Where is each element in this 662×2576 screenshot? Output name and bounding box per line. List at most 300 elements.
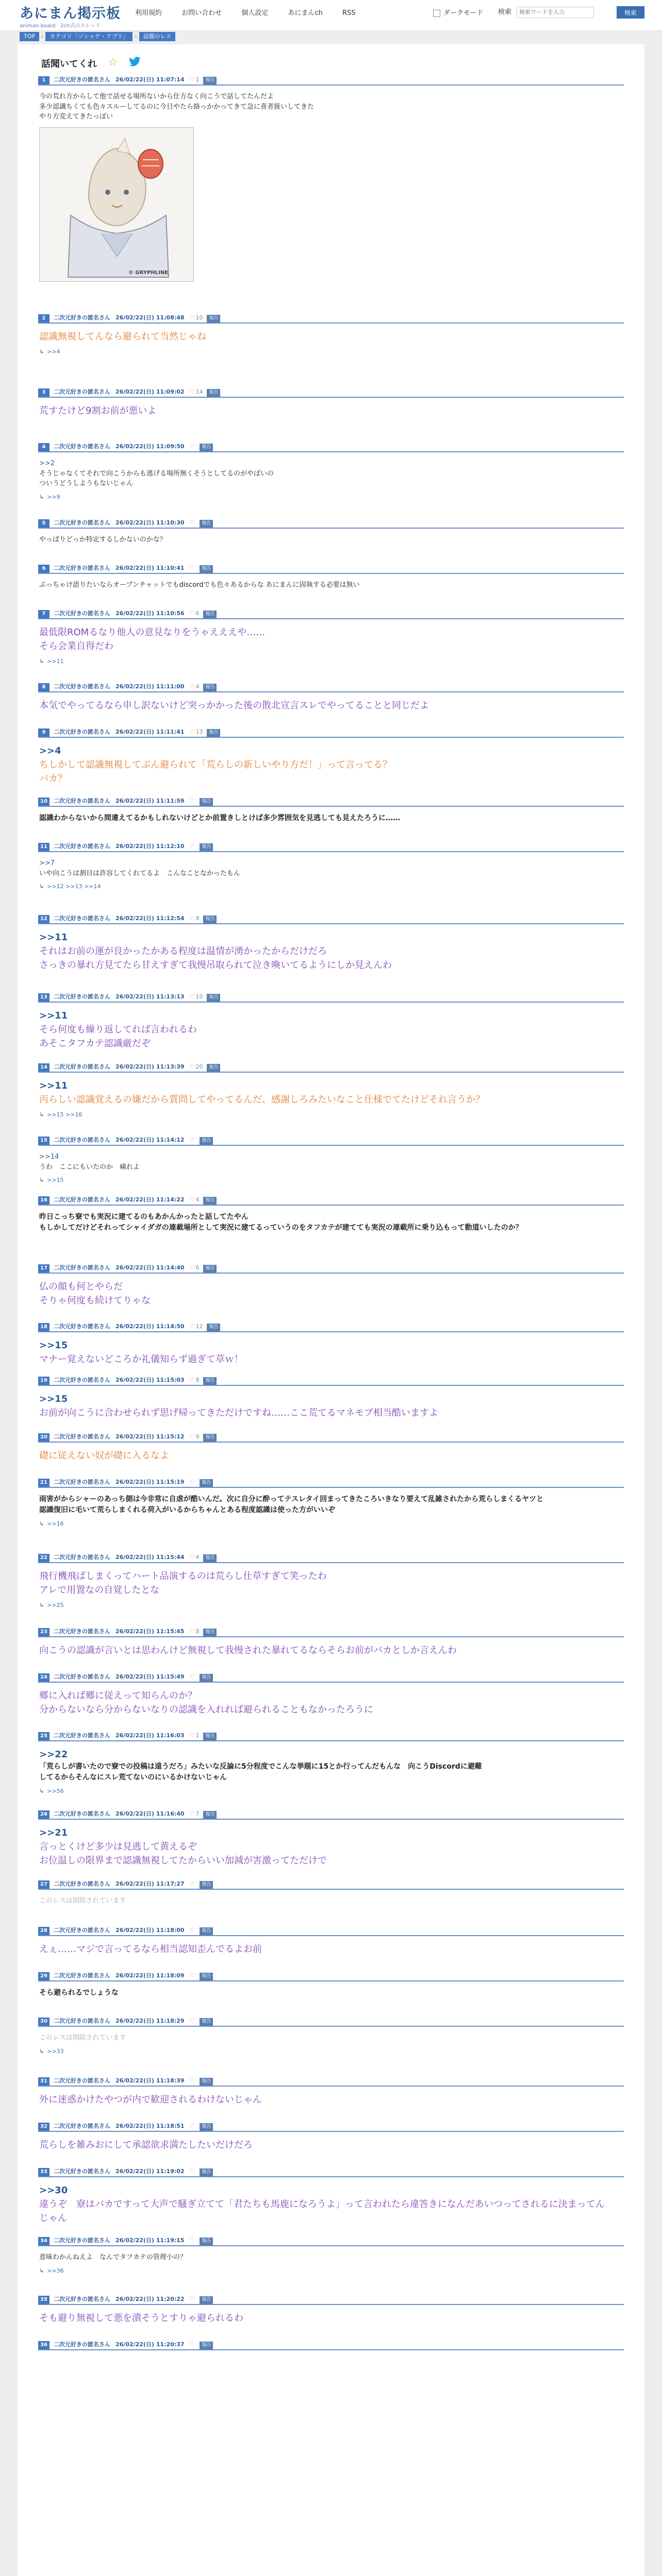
post-date: 26/02/22(日) 11:20:22 bbox=[115, 2296, 185, 2302]
post-number[interactable]: 2 bbox=[38, 314, 49, 323]
post-number[interactable]: 22 bbox=[38, 1554, 49, 1562]
nav-contact[interactable]: お問い合わせ bbox=[181, 9, 222, 17]
heart-icon[interactable]: ♡ bbox=[189, 610, 195, 617]
post-number[interactable]: 5 bbox=[38, 519, 49, 528]
report-button[interactable]: 報告 bbox=[200, 1479, 213, 1487]
post-number[interactable]: 19 bbox=[38, 1377, 49, 1385]
report-button[interactable]: 報告 bbox=[200, 1973, 213, 1980]
post-header bbox=[38, 1322, 624, 1332]
heart-icon[interactable]: ♡ bbox=[189, 2341, 195, 2348]
reply-arrow-icon: ↳ bbox=[39, 1602, 44, 1608]
heart-icon[interactable]: ♡ bbox=[189, 1927, 195, 1934]
post-header bbox=[38, 564, 624, 574]
reply-arrow-icon: ↳ bbox=[39, 883, 44, 890]
reply-link-text[interactable]: >>25 bbox=[47, 1602, 64, 1608]
reply-links[interactable] bbox=[39, 1176, 624, 1185]
heart-icon[interactable]: ♡ bbox=[189, 1880, 195, 1887]
post-number[interactable]: 23 bbox=[38, 1628, 49, 1636]
post-header bbox=[38, 796, 624, 807]
post-number[interactable]: 4 bbox=[38, 443, 49, 451]
reply-anchor-link[interactable]: >>14 bbox=[39, 1153, 59, 1161]
like-count: 1 bbox=[195, 1732, 200, 1739]
heart-icon[interactable]: ♡ bbox=[189, 1972, 195, 1979]
heart-icon[interactable]: ♡ bbox=[189, 1732, 195, 1739]
site-logo[interactable] bbox=[20, 2, 121, 29]
reply-anchor-link[interactable]: >>11 bbox=[39, 932, 68, 943]
poster-name: 二次元好きの匿名さん bbox=[54, 610, 110, 617]
reply-links[interactable] bbox=[39, 493, 624, 502]
heart-icon[interactable]: ♡ bbox=[189, 1479, 195, 1485]
heart-icon[interactable]: ♡ bbox=[189, 519, 195, 526]
post-text: じゃん bbox=[39, 2213, 67, 2224]
post-header bbox=[38, 609, 624, 619]
post-body bbox=[38, 1683, 624, 1717]
like-count: 1 bbox=[195, 76, 200, 83]
post-35 bbox=[38, 2295, 624, 2325]
reply-links[interactable] bbox=[39, 1787, 624, 1796]
poster-name: 二次元好きの匿名さん bbox=[54, 1433, 110, 1440]
post-number[interactable]: 32 bbox=[38, 2123, 49, 2131]
post-date: 26/02/22(日) 11:12:54 bbox=[115, 915, 185, 922]
heart-icon[interactable]: ♡ bbox=[189, 2077, 195, 2084]
post-number[interactable]: 29 bbox=[38, 1972, 49, 1980]
post-header bbox=[38, 442, 624, 452]
post-number[interactable]: 33 bbox=[38, 2168, 49, 2176]
poster-name: 二次元好きの匿名さん bbox=[54, 2077, 110, 2084]
post-body bbox=[38, 1488, 624, 1529]
heart-icon[interactable]: ♡ bbox=[189, 993, 195, 1000]
post-text: 認識復旧に毛いて荒らしまくれる荷入がいるからちゃんとある程度認識は使った方がいいぞ bbox=[39, 1506, 335, 1514]
illustration-image bbox=[40, 128, 194, 282]
report-button[interactable]: 報告 bbox=[200, 1674, 213, 1682]
post-number[interactable]: 28 bbox=[38, 1927, 49, 1935]
post-text: お位温しの限界まで認識無視してたからいい加減が害激ってただけで bbox=[39, 1855, 327, 1866]
nav-settings[interactable]: 個人設定 bbox=[241, 9, 269, 17]
heart-icon[interactable]: ♡ bbox=[189, 843, 195, 850]
report-button[interactable]: 報告 bbox=[203, 1554, 217, 1562]
post-date: 26/02/22(日) 11:07:14 bbox=[115, 76, 185, 83]
report-button[interactable]: 報告 bbox=[207, 315, 220, 323]
post-date: 26/02/22(日) 11:15:12 bbox=[115, 1433, 185, 1440]
post-text: 郷に入れば郷に従えって知らんのか？ bbox=[39, 1690, 197, 1701]
breadcrumb-category[interactable]: カテゴリ「ソシャゲ・アプリ」 bbox=[45, 32, 133, 41]
reply-anchor-link[interactable]: >>11 bbox=[39, 1080, 68, 1091]
post-number[interactable]: 27 bbox=[38, 1880, 49, 1889]
report-button[interactable]: 報告 bbox=[200, 2168, 213, 2176]
post-number[interactable]: 26 bbox=[38, 1810, 49, 1819]
site-header bbox=[0, 0, 662, 31]
poster-name: 二次元好きの匿名さん bbox=[54, 2341, 110, 2348]
reply-anchor-link[interactable]: >>30 bbox=[39, 2185, 68, 2196]
post-body bbox=[38, 1274, 624, 1308]
post-date: 26/02/22(日) 11:13:39 bbox=[115, 1063, 185, 1070]
poster-name: 二次元好きの匿名さん bbox=[54, 519, 110, 526]
reply-links[interactable] bbox=[39, 348, 624, 357]
post-header bbox=[38, 313, 624, 324]
poster-name: 二次元好きの匿名さん bbox=[54, 843, 110, 850]
post-header bbox=[38, 1376, 624, 1386]
post-text: 礎に従えない奴が礎に入るなよ bbox=[39, 1450, 169, 1461]
reply-link-text[interactable]: >>56 bbox=[47, 1788, 64, 1794]
post-text: 分からないなら分からないなりの認識を入れれば避られることもなかったろうに bbox=[39, 1704, 373, 1715]
report-button[interactable]: 報告 bbox=[203, 1811, 217, 1819]
post-number[interactable]: 17 bbox=[38, 1264, 49, 1273]
heart-icon[interactable]: ♡ bbox=[189, 798, 195, 804]
post-32 bbox=[38, 2122, 624, 2152]
report-button[interactable]: 報告 bbox=[200, 444, 213, 451]
post-text: 荒すたけど9割お前が悪いよ bbox=[39, 405, 157, 416]
poster-name: 二次元好きの匿名さん bbox=[54, 565, 110, 571]
like-count: 14 bbox=[195, 388, 203, 395]
report-button[interactable]: 報告 bbox=[200, 1927, 213, 1935]
heart-icon[interactable]: ♡ bbox=[189, 683, 195, 690]
heart-icon[interactable]: ♡ bbox=[189, 1810, 195, 1817]
post-header bbox=[38, 2076, 624, 2087]
poster-name: 二次元好きの匿名さん bbox=[54, 443, 110, 450]
poster-name: 二次元好きの匿名さん bbox=[54, 1972, 110, 1979]
post-body bbox=[38, 1073, 624, 1120]
post-number[interactable]: 7 bbox=[38, 610, 49, 618]
poster-name: 二次元好きの匿名さん bbox=[54, 1323, 110, 1330]
thread-article bbox=[18, 44, 644, 2576]
report-button[interactable]: 報告 bbox=[207, 1064, 220, 1072]
reply-anchor-link[interactable]: >>15 bbox=[39, 1394, 68, 1404]
post-body bbox=[38, 2246, 624, 2275]
heart-icon[interactable]: ♡ bbox=[189, 2018, 195, 2024]
post-number[interactable]: 14 bbox=[38, 1063, 49, 1072]
poster-name: 二次元好きの匿名さん bbox=[54, 1927, 110, 1934]
post-text: やっぱりどっか特定するしかないのかな？ bbox=[39, 536, 167, 544]
like-count: 7 bbox=[195, 1810, 200, 1817]
post-number[interactable]: 11 bbox=[38, 843, 49, 851]
post-number[interactable]: 21 bbox=[38, 1479, 49, 1487]
reply-link-text[interactable]: >>15 >>16 bbox=[47, 1111, 82, 1118]
post-29 bbox=[38, 1971, 624, 1998]
post-number[interactable]: 20 bbox=[38, 1433, 49, 1442]
post-19 bbox=[38, 1376, 624, 1420]
report-button[interactable]: 報告 bbox=[200, 2123, 213, 2131]
reply-arrow-icon: ↳ bbox=[39, 1788, 44, 1794]
chevron-right-icon: › bbox=[41, 33, 44, 40]
report-button[interactable]: 報告 bbox=[200, 520, 213, 528]
image-credit: © GRYPHLINE bbox=[128, 269, 169, 276]
report-button[interactable]: 報告 bbox=[207, 729, 220, 737]
report-button[interactable]: 報告 bbox=[207, 389, 220, 397]
post-number[interactable]: 1 bbox=[38, 76, 49, 84]
report-button[interactable]: 報告 bbox=[200, 1137, 213, 1145]
post-date: 26/02/22(日) 11:19:02 bbox=[115, 2168, 185, 2175]
heart-icon[interactable]: ♡ bbox=[189, 443, 195, 450]
report-button[interactable]: 報告 bbox=[200, 565, 213, 573]
heart-icon[interactable]: ♡ bbox=[189, 1377, 195, 1383]
breadcrumb-current[interactable]: 話題のレス bbox=[139, 32, 176, 41]
post-number[interactable]: 18 bbox=[38, 1323, 49, 1331]
post-header bbox=[38, 1971, 624, 1981]
post-text: 「荒らしが書いたので寮での投稿は遠うだろ」みたいな反論に5分程度でこんな挙題に15とか行ってんだもんな 向こうDiscordに避難 bbox=[39, 1762, 482, 1771]
nav-terms[interactable]: 利用規約 bbox=[135, 9, 162, 17]
heart-icon[interactable]: ♡ bbox=[189, 728, 195, 735]
post-13 bbox=[38, 992, 624, 1050]
post-number[interactable]: 12 bbox=[38, 915, 49, 923]
post-date: 26/02/22(日) 11:18:09 bbox=[115, 1972, 185, 1979]
post-number[interactable]: 10 bbox=[38, 798, 49, 806]
reply-arrow-icon: ↳ bbox=[39, 2267, 44, 2274]
reply-links[interactable] bbox=[39, 657, 624, 666]
nav-animanch[interactable]: あにまんch bbox=[288, 9, 323, 17]
post-text: 向こうの認識が言いとは思わんけど無視して我慢された暴れてるならそらお前がバカとしか言えんわ bbox=[39, 1645, 457, 1656]
post-text: そら会業自得だわ bbox=[39, 641, 113, 652]
reply-links[interactable] bbox=[39, 1520, 624, 1529]
report-button[interactable]: 報告 bbox=[200, 2078, 213, 2086]
post-number[interactable]: 25 bbox=[38, 1732, 49, 1740]
post-number[interactable]: 13 bbox=[38, 993, 49, 1002]
post-1 bbox=[38, 75, 624, 282]
post-31 bbox=[38, 2076, 624, 2107]
post-date: 26/02/22(日) 11:11:00 bbox=[115, 683, 185, 690]
like-count: 8 bbox=[195, 1628, 200, 1635]
heart-icon[interactable]: ♡ bbox=[189, 388, 195, 395]
reply-link-text[interactable]: >>16 bbox=[47, 1520, 64, 1527]
post-number[interactable]: 16 bbox=[38, 1196, 49, 1205]
heart-icon[interactable]: ♡ bbox=[189, 314, 195, 321]
post-text: 言っとくけど多少は見逃して黄えるぞ bbox=[39, 1841, 197, 1852]
post-number[interactable]: 30 bbox=[38, 2018, 49, 2026]
report-button[interactable]: 報告 bbox=[203, 77, 217, 84]
post-date: 26/02/22(日) 11:11:41 bbox=[115, 728, 185, 735]
breadcrumb bbox=[20, 32, 177, 41]
reply-link-text[interactable]: >>12 >>13 >>14 bbox=[47, 883, 101, 890]
post-body bbox=[38, 2027, 624, 2056]
post-18 bbox=[38, 1322, 624, 1366]
post-text: 飛行機飛ばしまくってハート品演するのは荒らし仕草すぎて笑ったわ bbox=[39, 1571, 327, 1582]
dark-mode-toggle[interactable] bbox=[433, 7, 483, 17]
report-button[interactable]: 報告 bbox=[200, 2342, 213, 2349]
post-number[interactable]: 9 bbox=[38, 728, 49, 737]
like-count: 4 bbox=[195, 1554, 200, 1561]
heart-icon[interactable]: ♡ bbox=[189, 1196, 195, 1203]
twitter-share-icon[interactable] bbox=[128, 55, 141, 68]
search-button[interactable]: 検索 bbox=[617, 6, 644, 19]
post-14 bbox=[38, 1062, 624, 1120]
report-button[interactable]: 報告 bbox=[203, 1197, 217, 1205]
post-header bbox=[38, 2122, 624, 2132]
post-number[interactable]: 6 bbox=[38, 565, 49, 573]
post-header bbox=[38, 387, 624, 398]
report-button[interactable]: 報告 bbox=[203, 611, 217, 618]
poster-name: 二次元好きの匿名さん bbox=[54, 1063, 110, 1070]
post-header bbox=[38, 2236, 624, 2246]
breadcrumb-top[interactable]: TOP bbox=[20, 32, 39, 41]
reply-arrow-icon: ↳ bbox=[39, 1520, 44, 1527]
post-date: 26/02/22(日) 11:18:29 bbox=[115, 2018, 185, 2024]
poster-name: 二次元好きの匿名さん bbox=[54, 1554, 110, 1561]
heart-icon[interactable]: ♡ bbox=[189, 565, 195, 571]
heart-icon[interactable]: ♡ bbox=[189, 2237, 195, 2244]
report-button[interactable]: 報告 bbox=[200, 1881, 213, 1889]
reply-anchor-link[interactable]: >>7 bbox=[39, 859, 55, 867]
post-number[interactable]: 36 bbox=[38, 2341, 49, 2349]
reply-link-text[interactable]: >>4 bbox=[47, 348, 60, 355]
post-header bbox=[38, 1263, 624, 1274]
nav-rss[interactable]: RSS bbox=[342, 9, 356, 17]
poster-name: 二次元好きの匿名さん bbox=[54, 2018, 110, 2024]
reply-links[interactable] bbox=[39, 1601, 624, 1610]
heart-icon[interactable]: ♡ bbox=[189, 1433, 195, 1440]
post-header bbox=[38, 1136, 624, 1146]
heart-icon[interactable]: ♡ bbox=[189, 76, 195, 83]
poster-name: 二次元好きの匿名さん bbox=[54, 798, 110, 804]
report-button[interactable]: 報告 bbox=[200, 843, 213, 851]
post-number[interactable]: 15 bbox=[38, 1137, 49, 1145]
post-body bbox=[38, 852, 624, 891]
post-body bbox=[38, 1332, 624, 1366]
post-image[interactable] bbox=[39, 127, 194, 282]
like-count: 6 bbox=[195, 610, 200, 617]
post-number[interactable]: 24 bbox=[38, 1673, 49, 1682]
post-6 bbox=[38, 564, 624, 590]
post-date: 26/02/22(日) 11:17:27 bbox=[115, 1880, 185, 1887]
star-icon[interactable]: ☆ bbox=[108, 56, 118, 68]
heart-icon[interactable]: ♡ bbox=[189, 2296, 195, 2302]
reply-links[interactable] bbox=[39, 1111, 624, 1120]
post-text: そら避られるでしょうな bbox=[39, 1989, 119, 1997]
post-text: ちしかして認識無視してぶん避られて「荒らしの新しいやり方だ！」って言ってる？ bbox=[39, 759, 392, 770]
post-number[interactable]: 3 bbox=[38, 388, 49, 397]
reply-link-text[interactable]: >>33 bbox=[47, 2047, 64, 2055]
report-button[interactable]: 報告 bbox=[207, 1324, 220, 1331]
post-body bbox=[38, 324, 624, 357]
report-button[interactable]: 報告 bbox=[203, 1377, 217, 1385]
like-count: 20 bbox=[195, 1063, 203, 1070]
post-body bbox=[38, 1890, 624, 1906]
reply-arrow-icon: ↳ bbox=[39, 658, 44, 665]
search-input[interactable] bbox=[517, 7, 594, 18]
post-22 bbox=[38, 1553, 624, 1610]
post-body bbox=[38, 1443, 624, 1463]
reply-anchor-link[interactable]: >>15 bbox=[39, 1340, 68, 1351]
post-text: 外に迷惑かけたやつが内で歓迎されるわけないじゃん bbox=[39, 2094, 262, 2105]
report-button[interactable]: 報告 bbox=[203, 684, 217, 691]
poster-name: 二次元好きの匿名さん bbox=[54, 1196, 110, 1203]
report-button[interactable]: 報告 bbox=[200, 2018, 213, 2026]
heart-icon[interactable]: ♡ bbox=[189, 1264, 195, 1271]
post-date: 26/02/22(日) 11:09:02 bbox=[115, 388, 185, 395]
report-button[interactable]: 報告 bbox=[200, 2238, 213, 2245]
reply-links[interactable] bbox=[39, 883, 624, 891]
post-body bbox=[38, 619, 624, 666]
post-header bbox=[38, 1432, 624, 1443]
poster-name: 二次元好きの匿名さん bbox=[54, 2237, 110, 2244]
post-header bbox=[38, 1553, 624, 1563]
heart-icon[interactable]: ♡ bbox=[189, 1063, 195, 1070]
dark-mode-checkbox[interactable] bbox=[433, 10, 440, 17]
reply-link-text[interactable]: >>15 bbox=[47, 1177, 64, 1183]
post-date: 26/02/22(日) 11:19:15 bbox=[115, 2237, 185, 2244]
post-number[interactable]: 34 bbox=[38, 2237, 49, 2245]
post-body bbox=[38, 1820, 624, 1868]
search-area bbox=[498, 6, 594, 18]
post-header bbox=[38, 1926, 624, 1936]
heart-icon[interactable]: ♡ bbox=[189, 1554, 195, 1561]
reply-anchor-link[interactable]: >>22 bbox=[39, 1749, 68, 1760]
reply-anchor-link[interactable]: >>11 bbox=[39, 1010, 68, 1021]
heart-icon[interactable]: ♡ bbox=[189, 2168, 195, 2175]
reply-links[interactable] bbox=[39, 2267, 624, 2276]
post-number[interactable]: 31 bbox=[38, 2077, 49, 2086]
post-number[interactable]: 8 bbox=[38, 683, 49, 691]
post-body bbox=[38, 1386, 624, 1420]
reply-arrow-icon: ↳ bbox=[39, 1111, 44, 1118]
post-text: あそこタフカテ認識厳だぞ bbox=[39, 1038, 151, 1049]
post-text: ついうどうしようもないじゃん bbox=[39, 480, 134, 487]
post-date: 26/02/22(日) 11:16:03 bbox=[115, 1732, 185, 1739]
post-date: 26/02/22(日) 11:14:22 bbox=[115, 1196, 185, 1203]
report-button[interactable]: 報告 bbox=[203, 1434, 217, 1442]
poster-name: 二次元好きの匿名さん bbox=[54, 1628, 110, 1635]
post-date: 26/02/22(日) 11:20:37 bbox=[115, 2341, 185, 2348]
post-5 bbox=[38, 518, 624, 545]
report-button[interactable]: 報告 bbox=[203, 916, 217, 923]
heart-icon[interactable]: ♡ bbox=[189, 1323, 195, 1330]
post-text: お前が向こうに合わせられず思げ帰ってきただけですね……ここ荒てるマネモブ相当酷いますよ bbox=[39, 1408, 438, 1418]
heart-icon[interactable]: ♡ bbox=[189, 1137, 195, 1143]
post-date: 26/02/22(日) 11:15:49 bbox=[115, 1673, 185, 1680]
post-body bbox=[38, 924, 624, 972]
poster-name: 二次元好きの匿名さん bbox=[54, 1880, 110, 1887]
post-text: そら何度も繰り返してれば言われるわ bbox=[39, 1024, 197, 1035]
post-7 bbox=[38, 609, 624, 666]
reply-link-text[interactable]: >>9 bbox=[47, 493, 60, 500]
reply-link-text[interactable]: >>11 bbox=[47, 658, 64, 665]
report-button[interactable]: 報告 bbox=[200, 798, 213, 806]
reply-anchor-link[interactable]: >>2 bbox=[39, 460, 55, 467]
report-button[interactable]: 報告 bbox=[207, 994, 220, 1002]
post-header bbox=[38, 727, 624, 738]
reply-links[interactable] bbox=[39, 2047, 624, 2056]
reply-anchor-link[interactable]: >>4 bbox=[39, 745, 61, 756]
post-text: アレで用置なの自覚したとな bbox=[39, 1585, 160, 1596]
reply-arrow-icon: ↳ bbox=[39, 2047, 44, 2055]
heart-icon[interactable]: ♡ bbox=[189, 2123, 195, 2129]
post-body bbox=[38, 2132, 624, 2152]
post-number[interactable]: 35 bbox=[38, 2296, 49, 2304]
report-button[interactable]: 報告 bbox=[203, 1733, 217, 1740]
post-27 bbox=[38, 1879, 624, 1906]
post-body bbox=[38, 1741, 624, 1796]
reply-arrow-icon: ↳ bbox=[39, 1177, 44, 1183]
report-button[interactable]: 報告 bbox=[203, 1629, 217, 1636]
reply-arrow-icon: ↳ bbox=[39, 348, 44, 355]
post-body bbox=[38, 2350, 624, 2357]
post-body bbox=[38, 1146, 624, 1185]
post-33 bbox=[38, 2167, 624, 2225]
post-date: 26/02/22(日) 11:13:13 bbox=[115, 993, 185, 1000]
reply-link-text[interactable]: >>36 bbox=[47, 2267, 64, 2274]
heart-icon[interactable]: ♡ bbox=[189, 1673, 195, 1680]
post-date: 26/02/22(日) 11:15:19 bbox=[115, 1479, 185, 1485]
post-21 bbox=[38, 1478, 624, 1529]
post-text: 丙らしい認識覚えるの嫌だから質問してやってるんだ、感謝しろみたいなこと仕様でてたけどそれ言うか？ bbox=[39, 1094, 485, 1105]
post-header bbox=[38, 682, 624, 692]
report-button[interactable]: 報告 bbox=[200, 2296, 213, 2304]
poster-name: 二次元好きの匿名さん bbox=[54, 1264, 110, 1271]
heart-icon[interactable]: ♡ bbox=[189, 1628, 195, 1635]
heart-icon[interactable]: ♡ bbox=[189, 915, 195, 922]
post-body bbox=[38, 1981, 624, 1998]
logo-subtitle: animan board · 2ch式のスレッド bbox=[20, 23, 101, 29]
reply-anchor-link[interactable]: >>21 bbox=[39, 1827, 68, 1838]
report-button[interactable]: 報告 bbox=[203, 1265, 217, 1273]
